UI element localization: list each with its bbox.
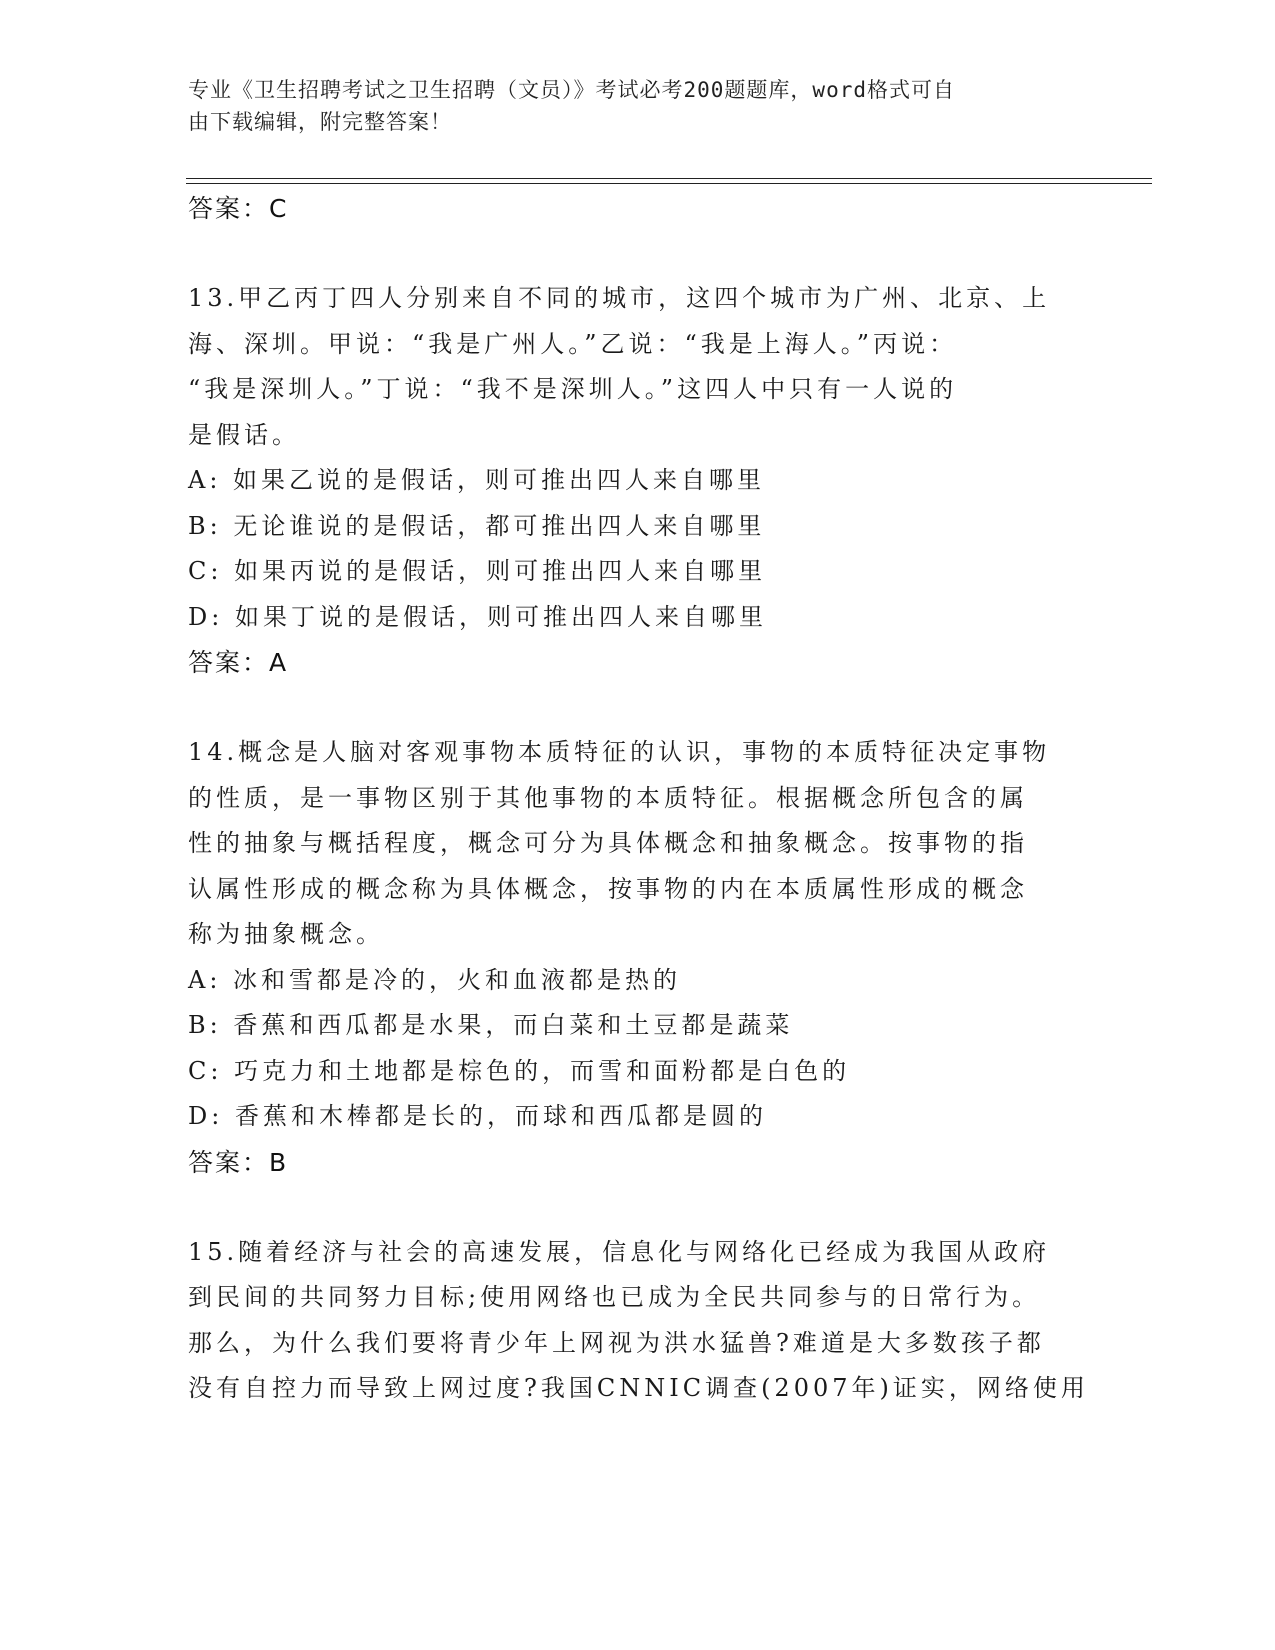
stem-line: 称为抽象概念。 (188, 920, 384, 948)
header-line-2: 由下载编辑，附完整答案！ (188, 110, 452, 134)
page-header (188, 74, 1068, 138)
stem-line: 没有自控力而导致上网过度?我国CNNIC调查(2007年)证实，网络使用 (188, 1374, 1089, 1402)
option-b: B: 无论谁说的是假话，都可推出四人来自哪里 (188, 511, 766, 540)
option-a: A: 如果乙说的是假话，则可推出四人来自哪里 (188, 466, 766, 494)
stem-line: 14.概念是人脑对客观事物本质特征的认识，事物的本质特征决定事物 (188, 738, 1051, 766)
question-stem (188, 1230, 1088, 1412)
header-divider-top (186, 178, 1152, 179)
answer-label: 答案：B (188, 1147, 289, 1177)
stem-line: 13.甲乙丙丁四人分别来自不同的城市，这四个城市为广州、北京、上 (188, 284, 1051, 312)
header-divider-bottom (186, 183, 1152, 184)
previous-answer: 答案：C (188, 194, 289, 223)
option-b: B: 香蕉和西瓜都是水果，而白菜和土豆都是蔬菜 (188, 1011, 794, 1039)
option-c: C: 如果丙说的是假话，则可推出四人来自哪里 (188, 557, 767, 585)
header-line-1: 专业《卫生招聘考试之卫生招聘（文员）》考试必考200题题库，word格式可自 (188, 78, 955, 102)
document-body (188, 186, 1088, 1412)
option-d: D: 香蕉和木棒都是长的，而球和西瓜都是圆的 (188, 1102, 767, 1130)
question-stem (188, 730, 1088, 958)
stem-line: 到民间的共同努力目标;使用网络也已成为全民共同参与的日常行为。 (188, 1283, 1041, 1311)
stem-line: 是假话。 (188, 420, 300, 449)
option-c: C: 巧克力和土地都是棕色的，而雪和面粉都是白色的 (188, 1056, 851, 1085)
question-15 (188, 1230, 1088, 1412)
option-a: A: 冰和雪都是冷的，火和血液都是热的 (188, 965, 682, 994)
question-stem (188, 276, 1088, 458)
question-13 (188, 276, 1088, 686)
answer-label: 答案：A (188, 648, 289, 677)
stem-line: 认属性形成的概念称为具体概念，按事物的内在本质属性形成的概念 (188, 874, 1028, 903)
stem-line: 的性质，是一事物区别于其他事物的本质特征。根据概念所包含的属 (188, 783, 1028, 812)
stem-line: 海、深圳。甲说：“我是广州人。”乙说：“我是上海人。”丙说： (188, 329, 958, 358)
stem-line: “我是深圳人。”丁说：“我不是深圳人。”这四人中只有一人说的 (188, 375, 958, 403)
question-14 (188, 730, 1088, 1186)
stem-line: 15.随着经济与社会的高速发展，信息化与网络化已经成为我国从政府 (188, 1237, 1051, 1266)
option-d: D: 如果丁说的是假话，则可推出四人来自哪里 (188, 602, 767, 631)
stem-line: 那么，为什么我们要将青少年上网视为洪水猛兽?难道是大多数孩子都 (188, 1328, 1045, 1357)
stem-line: 性的抽象与概括程度，概念可分为具体概念和抽象概念。按事物的指 (188, 829, 1028, 857)
